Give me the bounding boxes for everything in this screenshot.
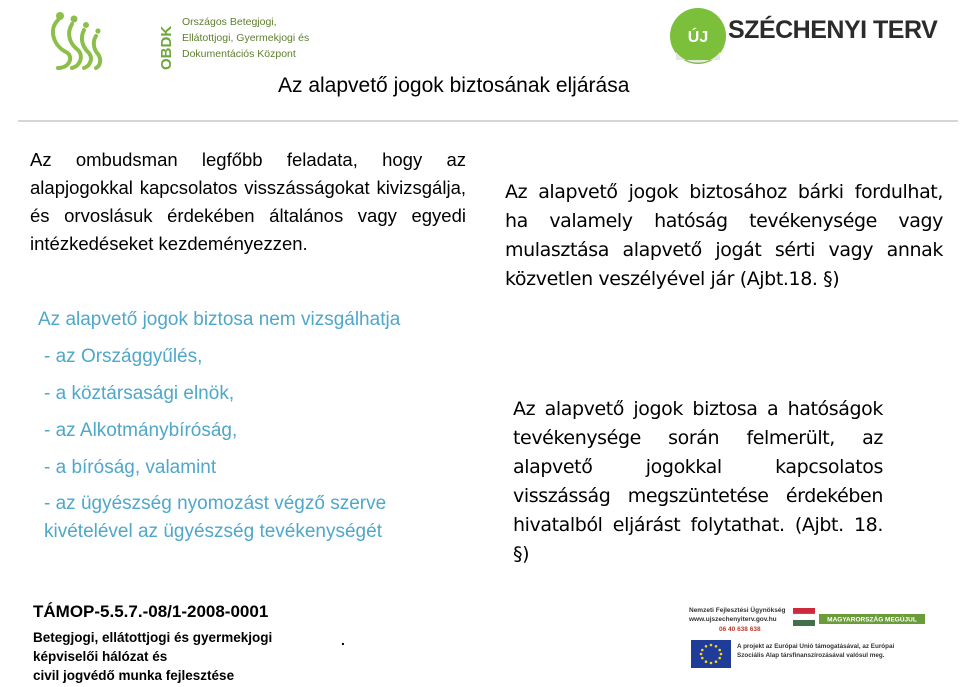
obdk-line-3: Dokumentációs Központ bbox=[182, 48, 296, 60]
ombudsman-paragraph: Az ombudsman legfőbb feladata, hogy az alapjogokkal kapcsolatos visszásságokat kivizsgálja, és orvoslásuk érdekében általános vagy egyedi intézkedéseket kezdeményezzen. bbox=[30, 149, 466, 254]
list-item: - a köztársasági elnök, bbox=[44, 383, 235, 404]
svg-text:ÚJ: ÚJ bbox=[687, 29, 709, 46]
obdk-line-1: Országos Betegjogi, bbox=[182, 16, 277, 28]
project-description-line: Betegjogi, ellátottjogi és gyermekjogi bbox=[33, 630, 273, 645]
project-code: TÁMOP-5.5.7.-08/1-2008-0001 bbox=[33, 602, 269, 621]
ex-officio-paragraph: Az alapvető jogok biztosa a hatóságok tevékenysége során felmerült, az alapvető jogokkal kapcsolatos visszásság megszüntetése érdekében hivatalból eljárást folytathat. (Ajbt. 18. §) bbox=[513, 398, 883, 565]
footer-dot: . bbox=[341, 632, 345, 648]
title-divider bbox=[18, 120, 958, 122]
exclusion-list-lead: Az alapvető jogok biztosa nem vizsgálhatja bbox=[38, 309, 401, 330]
svg-text:OBDK: OBDK bbox=[158, 25, 175, 70]
complaint-paragraph: Az alapvető jogok biztosához bárki fordulhat, ha valamely hatóság tevékenysége vagy mulasztása alapvető jogát sérti vagy annak közvetlen veszélyével jár (Ajbt.18. §) bbox=[505, 181, 943, 290]
list-item: - az Országgyűlés, bbox=[44, 346, 203, 367]
obdk-line-2: Ellátottjogi, Gyermekjogi és bbox=[182, 32, 310, 44]
list-item: - a bíróság, valamint bbox=[44, 457, 217, 478]
eu-funding-box bbox=[683, 600, 931, 682]
szechenyi-badge-icon bbox=[668, 4, 728, 74]
project-description-line: civil jogvédő munka fejlesztése bbox=[33, 668, 235, 683]
obdk-vertical-label bbox=[156, 14, 176, 72]
slide-title: Az alapvető jogok biztosának eljárása bbox=[278, 74, 630, 97]
exclusion-list bbox=[38, 305, 458, 546]
obdk-figures-icon bbox=[44, 6, 144, 76]
szechenyi-terv-logo bbox=[668, 0, 958, 92]
list-item: - az Alkotmánybíróság, bbox=[44, 420, 238, 441]
hungary-flag-icon bbox=[793, 608, 815, 626]
obdk-logo bbox=[44, 6, 310, 76]
project-description bbox=[33, 628, 272, 685]
nfu-agency-label: Nemzeti Fejlesztési Ügynökség bbox=[689, 607, 786, 614]
nfu-url: www.ujszechenyiterv.gov.hu bbox=[689, 616, 777, 623]
project-description-line: képviselői hálózat és bbox=[33, 649, 168, 664]
nfu-phone: 06 40 638 638 bbox=[719, 626, 761, 633]
hungary-slogan: MAGYARORSZÁG MEGÚJUL bbox=[827, 616, 917, 624]
list-item: - az ügyészség nyomozást végző szerve kivételével az ügyészség tevékenységét bbox=[44, 493, 387, 542]
eu-funding-text: A projekt az Európai Unió támogatásával, az Európai Szociális Alap társfinanszírozásával valósul meg. bbox=[737, 643, 895, 659]
szechenyi-terv-wordmark: SZÉCHENYI TERV bbox=[728, 16, 938, 44]
eu-flag-icon bbox=[691, 640, 731, 668]
